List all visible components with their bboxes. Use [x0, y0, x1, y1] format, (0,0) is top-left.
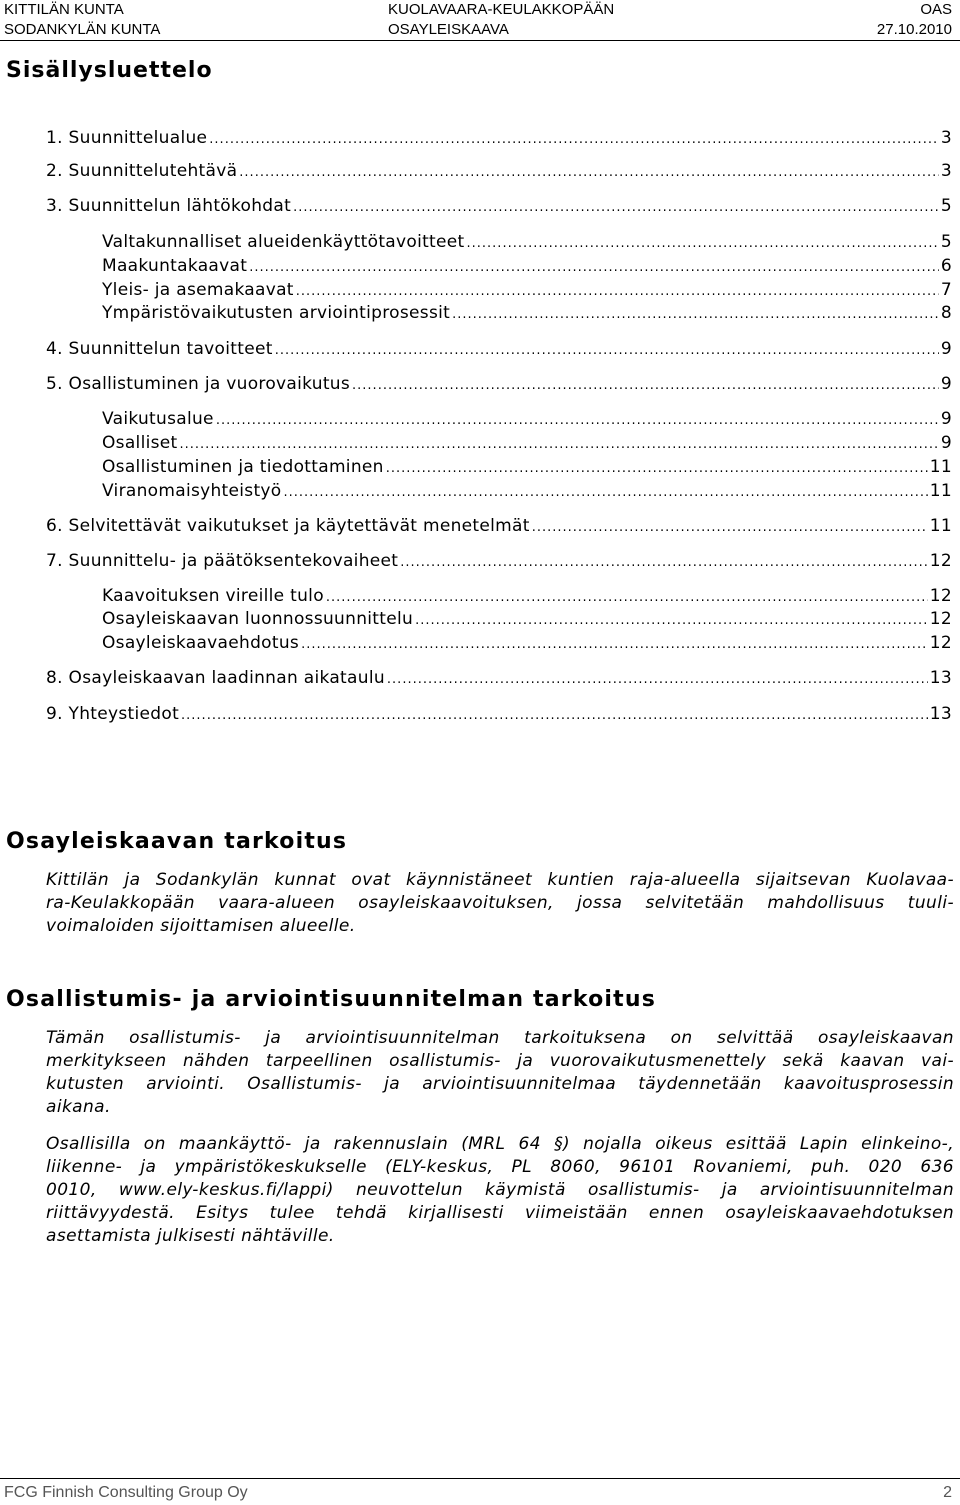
toc-entry-page: 9 — [940, 339, 952, 359]
header-plan-line-1: KUOLAVAARA-KEULAKKOPÄÄN — [388, 1, 615, 18]
toc-entry-page: 8 — [940, 303, 952, 323]
toc-entry-label: 9. Yhteystiedot — [46, 704, 180, 724]
purpose-heading: Osayleiskaavan tarkoitus — [6, 829, 348, 854]
toc-entry-page: 12 — [929, 609, 952, 629]
paragraph-line: aikana. — [46, 1097, 111, 1117]
toc-entry-label: Osalliset — [102, 433, 178, 453]
toc-leader — [467, 232, 939, 256]
toc-entry-label: Maakuntakaavat — [102, 256, 248, 276]
toc-subentry[interactable] — [102, 455, 952, 479]
toc-entry[interactable] — [46, 126, 952, 150]
toc-leader — [216, 409, 939, 433]
toc-leader — [293, 196, 939, 220]
toc-subentry[interactable] — [102, 584, 952, 608]
toc-leader — [284, 481, 928, 505]
oas-heading: Osallistumis- ja arviointisuunnitelman tarkoitus — [6, 987, 657, 1012]
toc-entry-page: 5 — [940, 232, 952, 252]
header-municipalities — [4, 0, 160, 40]
toc-entry-page: 9 — [940, 374, 952, 394]
toc-title: Sisällysluettelo — [6, 58, 213, 83]
paragraph-line: merkitykseen nähden tarpeellinen osallistumis- ja vuorovaikutusmenettely sekä kaavan vai- — [46, 1051, 954, 1071]
toc-entry-label: 8. Osayleiskaavan laadinnan aikataulu — [46, 668, 385, 688]
toc-entry-page: 3 — [940, 128, 952, 148]
toc-entry-label: Osayleiskaavan luonnossuunnittelu — [102, 609, 414, 629]
toc-entry[interactable] — [46, 159, 952, 183]
footer-divider — [0, 1478, 960, 1479]
toc-subentry[interactable] — [102, 230, 952, 254]
header-municipality-1: KITTILÄN KUNTA — [4, 1, 124, 18]
toc-entry-label: 3. Suunnittelun lähtökohdat — [46, 196, 292, 216]
paragraph-line: Tämän osallistumis- ja arviointisuunnitelman tarkoituksena on selvittää osayleiskaavan — [46, 1028, 954, 1048]
oas-paragraph-1 — [46, 1027, 954, 1119]
toc-leader — [180, 433, 939, 457]
toc-subentry[interactable] — [102, 278, 952, 302]
toc-entry-label: 4. Suunnittelun tavoitteet — [46, 339, 273, 359]
toc-entry-label: Osallistuminen ja tiedottaminen — [102, 457, 384, 477]
toc-leader — [352, 374, 939, 398]
toc-subentry[interactable] — [102, 254, 952, 278]
toc-entry-page: 12 — [929, 551, 952, 571]
toc-entry[interactable] — [46, 514, 952, 538]
paragraph-line: voimaloiden sijoittamisen alueelle. — [46, 916, 356, 936]
toc-entry-label: Kaavoituksen vireille tulo — [102, 586, 324, 606]
paragraph-line: asettamista julkisesti nähtäville. — [46, 1226, 335, 1246]
footer-page-number: 2 — [943, 1484, 952, 1501]
toc-subentry[interactable] — [102, 301, 952, 325]
oas-paragraph-2 — [46, 1133, 954, 1248]
toc-entry-page: 6 — [940, 256, 952, 276]
toc-entry-page: 5 — [940, 196, 952, 216]
toc-entry-label: Yleis- ja asemakaavat — [102, 280, 294, 300]
toc-entry-label: 7. Suunnittelu- ja päätöksentekovaiheet — [46, 551, 399, 571]
toc-entry-page: 3 — [940, 161, 952, 181]
toc-leader — [239, 161, 939, 185]
toc-leader — [532, 516, 928, 540]
toc-leader — [209, 128, 939, 152]
header-plan-line-2: OSAYLEISKAAVA — [388, 21, 509, 38]
toc-entry-page: 12 — [929, 633, 952, 653]
footer-company: FCG Finnish Consulting Group Oy — [4, 1484, 248, 1501]
toc-entry-page: 13 — [929, 704, 952, 724]
paragraph-line: ra-Keulakkopään vaara-alueen osayleiskaavoituksen, jossa selvitetään mahdollisuus tuuli- — [46, 893, 954, 913]
toc-entry-label: 5. Osallistuminen ja vuorovaikutus — [46, 374, 351, 394]
header-doc-info — [877, 0, 952, 40]
toc-entry-label: Osayleiskaavaehdotus — [102, 633, 300, 653]
toc-leader — [181, 704, 928, 728]
toc-entry-page: 12 — [929, 586, 952, 606]
toc-entry-page: 11 — [929, 481, 952, 501]
toc-subentry[interactable] — [102, 479, 952, 503]
paragraph-line: 0010, www.ely-keskus.fi/lappi) neuvottelun käymistä osallistumis- ja arviointisuunnitelman — [46, 1180, 954, 1200]
toc-leader — [386, 457, 928, 481]
toc-leader — [452, 303, 939, 327]
header-plan-name — [388, 0, 614, 40]
toc-leader — [387, 668, 928, 692]
toc-entry-page: 9 — [940, 409, 952, 429]
toc-subentry[interactable] — [102, 431, 952, 455]
toc-entry-page: 11 — [929, 516, 952, 536]
toc-entry-page: 11 — [929, 457, 952, 477]
toc-entry-label: Ympäristövaikutusten arviointiprosessit — [102, 303, 451, 323]
toc-entry-page: 13 — [929, 668, 952, 688]
paragraph-line: kutusten arviointi. Osallistumis- ja arviointisuunnitelmaa täydennetään kaavoitusprosessin — [46, 1074, 954, 1094]
toc-leader — [415, 609, 928, 633]
toc-leader — [400, 551, 928, 575]
toc-entry-page: 9 — [940, 433, 952, 453]
toc-entry-label: 2. Suunnittelutehtävä — [46, 161, 238, 181]
toc-entry-page: 7 — [940, 280, 952, 300]
toc-entry-label: 6. Selvitettävät vaikutukset ja käytettävät menetelmät — [46, 516, 530, 536]
toc-subentry[interactable] — [102, 607, 952, 631]
toc-entry-label: Valtakunnalliset alueidenkäyttötavoitteet — [102, 232, 465, 252]
header-municipality-2: SODANKYLÄN KUNTA — [4, 21, 161, 38]
toc-entry-label: Viranomaisyhteistyö — [102, 481, 282, 501]
purpose-paragraph — [46, 869, 954, 938]
paragraph-line: Kittilän ja Sodankylän kunnat ovat käynnistäneet kuntien raja-alueella sijaitsevan Kuolavaa- — [46, 870, 954, 890]
toc-leader — [301, 633, 928, 657]
toc-entry[interactable] — [46, 549, 952, 573]
toc-subentry[interactable] — [102, 631, 952, 655]
toc-entry[interactable] — [46, 372, 952, 396]
header-doc-type: OAS — [920, 1, 952, 18]
page-header — [0, 0, 960, 42]
header-divider — [0, 40, 960, 41]
toc-leader — [275, 339, 939, 363]
toc-leader — [249, 256, 939, 280]
toc-entry[interactable] — [46, 194, 952, 218]
toc-entry[interactable] — [46, 337, 952, 361]
paragraph-line: riittävyydestä. Esitys tulee tehdä kirjallisesti viimeistään ennen osayleiskaavaehdotuksen — [46, 1203, 954, 1223]
toc-entry-label: Vaikutusalue — [102, 409, 214, 429]
header-date: 27.10.2010 — [876, 21, 952, 38]
paragraph-line: Osallisilla on maankäyttö- ja rakennuslain (MRL 64 §) nojalla oikeus esittää Lapin elinkeino-, — [46, 1134, 954, 1154]
toc-subentry[interactable] — [102, 407, 952, 431]
toc-entry[interactable] — [46, 666, 952, 690]
toc-entry[interactable] — [46, 702, 952, 726]
toc-entry-label: 1. Suunnittelualue — [46, 128, 208, 148]
paragraph-line: liikenne- ja ympäristökeskukselle (ELY-keskus, PL 8060, 96101 Rovaniemi, puh. 020 636 — [46, 1157, 954, 1177]
